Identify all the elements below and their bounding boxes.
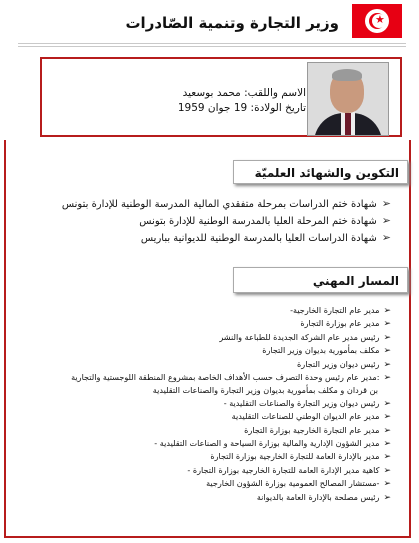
list-item [1, 437, 391, 450]
list-item-text: -مستشار المصالح العمومية بوزارة الشؤون الخارجية [206, 478, 380, 489]
arrow-bullet-icon: ➢ [383, 398, 391, 409]
list-item [1, 491, 391, 504]
career-heading: المسار المهني [233, 267, 408, 293]
list-item-text: مدير الشؤون الإدارية والمالية بوزارة السياحة و الصناعات التقليدية - [154, 438, 380, 449]
flag-disc [365, 9, 389, 33]
list-item-text: مدير عام بوزارة التجارة [300, 318, 380, 329]
title-divider-2 [18, 46, 406, 47]
profile-photo [307, 62, 389, 136]
list-item [1, 450, 391, 463]
photo-tie [345, 113, 351, 135]
list-item [1, 371, 391, 384]
arrow-bullet-icon: ➢ [383, 346, 391, 357]
list-item-text: شهادة الدراسات العليا بالمدرسة الوطنية للديوانية بباريس [140, 233, 377, 244]
arrow-bullet-icon: ➢ [383, 439, 391, 450]
list-item-text: مدير عام التجارة الخارجية بوزارة التجارة [244, 424, 380, 435]
list-item-text: رئيس مصلحة بالإدارة العامة بالديوانة [256, 491, 380, 502]
list-item [61, 230, 391, 247]
list-item [1, 477, 391, 490]
arrow-bullet-icon: ➢ [383, 452, 391, 463]
list-item-text: رئيس ديوان وزير التجارة [297, 358, 380, 369]
list-item [1, 317, 391, 330]
arrow-bullet-icon: ➢ [381, 231, 391, 244]
list-item-continuation [1, 384, 391, 396]
list-item [1, 358, 391, 371]
arrow-bullet-icon: ➢ [383, 332, 391, 343]
list-item [61, 213, 391, 230]
list-item [61, 196, 391, 213]
list-item [1, 304, 391, 317]
list-item [1, 410, 391, 423]
list-item-text: رئيس مدير عام الشركة الجديدة للطباعة والنشر [219, 331, 380, 342]
list-item-text: مدير عام الديوان الوطني للصناعات التقليدية [231, 411, 380, 422]
arrow-bullet-icon: ➢ [383, 359, 391, 370]
arrow-bullet-icon: ➢ [383, 306, 391, 316]
list-item [1, 464, 391, 477]
list-item-text: بن قردان و مكلف بمأمورية بديوان وزير التجارة والصناعات التقليدية [152, 385, 378, 396]
list-item-text: شهادة ختم المرحلة العليا بالمدرسة الوطنية للإدارة بتونس [139, 216, 377, 227]
list-item [1, 397, 391, 410]
arrow-bullet-icon: ➢ [381, 197, 391, 210]
star-icon: ★ [375, 13, 385, 26]
list-item [1, 331, 391, 344]
arrow-bullet-icon: ➢ [383, 373, 391, 384]
list-item-text: مدير بالإدارة العامة للتجارة الخارجية بوزارة التجارة [210, 451, 380, 462]
list-item-text: كاهية مدير الإدارة العامة للتجارة الخارجية بوزارة التجارة - [187, 464, 380, 475]
page-title: وزير التجارة وتنمية الصّادرات [125, 14, 339, 32]
title-divider [18, 43, 406, 44]
arrow-bullet-icon: ➢ [383, 492, 391, 503]
arrow-bullet-icon: ➢ [383, 425, 391, 436]
list-item [1, 344, 391, 357]
birth-line: تاريخ الولادة: 19 جوان 1959 [177, 102, 306, 114]
profile-info [178, 86, 306, 116]
list-item-text: مكلف بمأمورية بديوان وزير التجارة [262, 345, 380, 356]
arrow-bullet-icon: ➢ [383, 412, 391, 423]
list-item-text: :مدير عام رئيس وحدة التصرف حسب الأهداف الخاصة بمشروع المنطقة اللوجستية والتجارية [71, 372, 380, 383]
education-heading: التكوين والشهائد العلميّة [233, 160, 408, 184]
list-item-text: شهادة ختم الدراسات بمرحلة متفقدي المالية المدرسة الوطنية للإدارة بتونس [61, 199, 377, 210]
arrow-bullet-icon: ➢ [383, 319, 391, 330]
list-item-text: مدير عام التجارة الخارجية- [290, 305, 380, 315]
career-list [1, 304, 391, 504]
education-list [61, 196, 391, 247]
arrow-bullet-icon: ➢ [381, 214, 391, 227]
arrow-bullet-icon: ➢ [383, 479, 391, 490]
photo-hair [332, 69, 362, 81]
arrow-bullet-icon: ➢ [383, 465, 391, 476]
tunisia-flag-icon [352, 4, 402, 38]
list-item-text: رئيس ديوان وزير التجارة والصناعات التقليدية - [223, 397, 380, 408]
name-line: الاسم واللقب: محمد بوسعيد [182, 87, 306, 99]
list-item [1, 424, 391, 437]
